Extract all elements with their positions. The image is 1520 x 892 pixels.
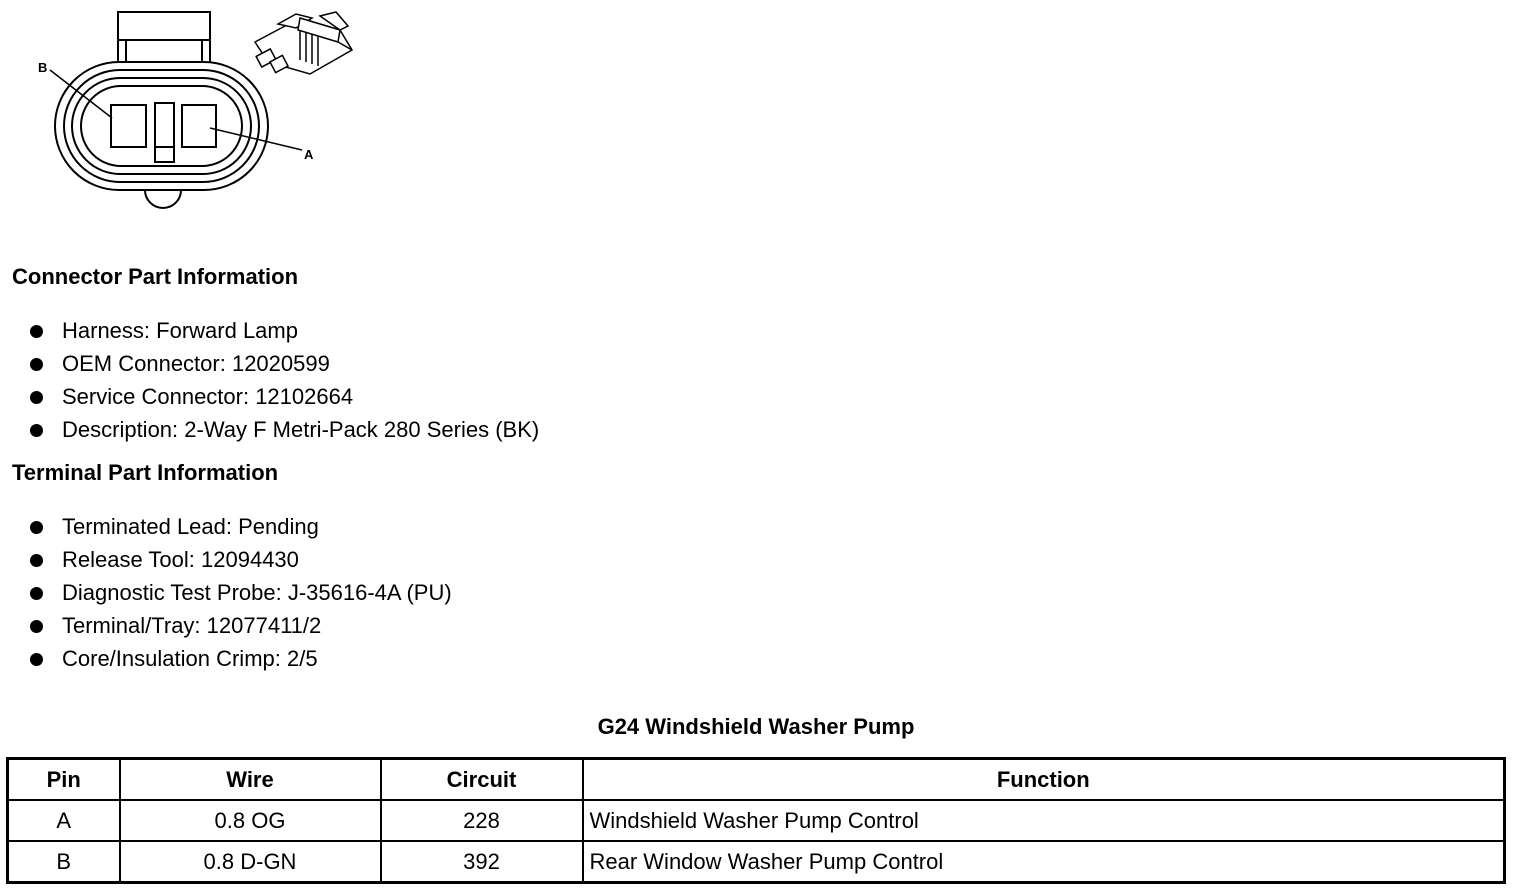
list-item bbox=[0, 349, 539, 382]
column-header-pin: Pin bbox=[8, 759, 120, 801]
cell-pin: B bbox=[8, 841, 120, 883]
bullet-icon bbox=[30, 620, 43, 633]
list-item bbox=[0, 611, 452, 644]
list-item-text: Service Connector: 12102664 bbox=[62, 384, 354, 409]
pin-table bbox=[6, 757, 1506, 884]
column-header-function: Function bbox=[583, 759, 1505, 801]
list-item-text: Core/Insulation Crimp: 2/5 bbox=[62, 646, 318, 671]
cell-circuit: 392 bbox=[381, 841, 583, 883]
connector-bottom-key bbox=[145, 190, 181, 208]
list-item bbox=[0, 415, 539, 448]
table-row bbox=[8, 841, 1505, 883]
cell-function: Rear Window Washer Pump Control bbox=[583, 841, 1505, 883]
list-item-text: Harness: Forward Lamp bbox=[62, 318, 298, 343]
list-item bbox=[0, 512, 452, 545]
table-title: G24 Windshield Washer Pump bbox=[597, 714, 915, 739]
table-row bbox=[8, 800, 1505, 841]
bullet-icon bbox=[30, 653, 43, 666]
bullet-icon bbox=[30, 325, 43, 338]
bullet-icon bbox=[30, 391, 43, 404]
list-item-text: Terminal/Tray: 12077411/2 bbox=[62, 613, 322, 638]
connector-thumbnail-icon bbox=[255, 12, 352, 74]
label-b: B bbox=[38, 60, 48, 75]
list-item-text: OEM Connector: 12020599 bbox=[62, 351, 330, 376]
connector-diagram bbox=[0, 0, 380, 220]
bullet-icon bbox=[30, 424, 43, 437]
list-item-text: Terminated Lead: Pending bbox=[62, 514, 319, 539]
table-header-row bbox=[8, 759, 1505, 801]
bullet-icon bbox=[30, 358, 43, 371]
column-header-wire: Wire bbox=[120, 759, 381, 801]
list-item bbox=[0, 644, 452, 677]
cell-pin: A bbox=[8, 800, 120, 841]
bullet-icon bbox=[30, 521, 43, 534]
list-item bbox=[0, 382, 539, 415]
bullet-icon bbox=[30, 554, 43, 567]
terminal-part-info-list bbox=[0, 512, 452, 677]
connector-part-info-list bbox=[0, 316, 539, 448]
label-a: A bbox=[304, 147, 314, 162]
list-item bbox=[0, 578, 452, 611]
cell-wire: 0.8 D-GN bbox=[120, 841, 381, 883]
cell-function: Windshield Washer Pump Control bbox=[583, 800, 1505, 841]
connector-part-info-heading: Connector Part Information bbox=[12, 264, 299, 289]
bullet-icon bbox=[30, 587, 43, 600]
terminal-part-info-heading: Terminal Part Information bbox=[12, 460, 279, 485]
list-item-text: Description: 2-Way F Metri-Pack 280 Series (BK) bbox=[62, 417, 540, 442]
list-item-text: Release Tool: 12094430 bbox=[62, 547, 299, 572]
list-item-text: Diagnostic Test Probe: J-35616-4A (PU) bbox=[62, 580, 452, 605]
column-header-circuit: Circuit bbox=[381, 759, 583, 801]
cell-circuit: 228 bbox=[381, 800, 583, 841]
list-item bbox=[0, 316, 539, 349]
list-item bbox=[0, 545, 452, 578]
cell-wire: 0.8 OG bbox=[120, 800, 381, 841]
